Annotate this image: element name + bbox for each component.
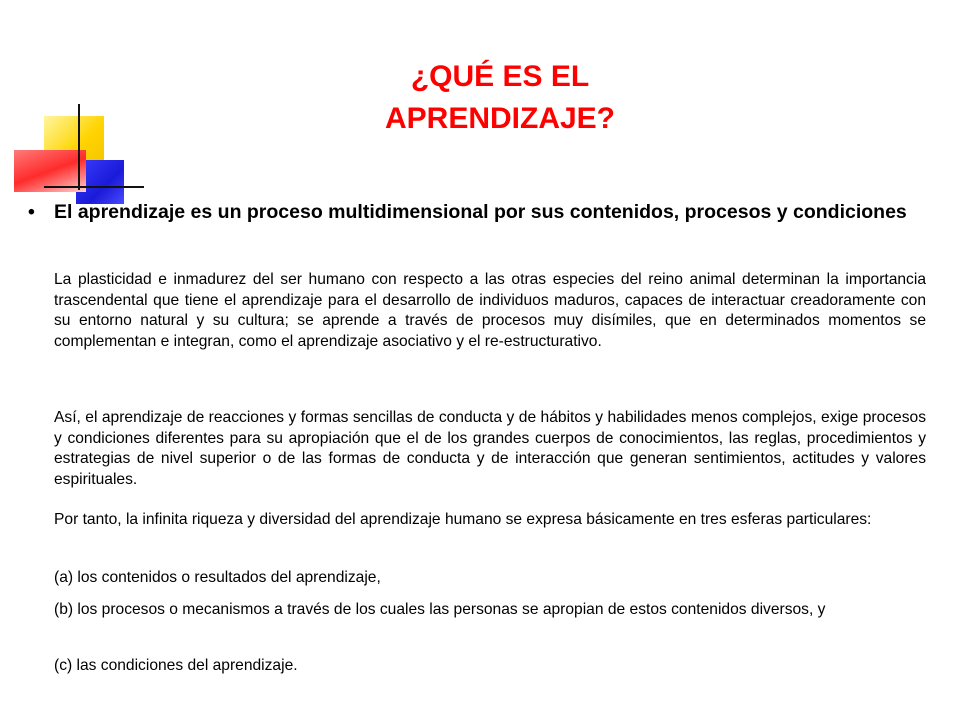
list-item-b: (b) los procesos o mecanismos a través de los cuales las personas se apropian de estos contenidos diversos, y [54, 601, 826, 618]
bullet-symbol: • [28, 201, 35, 223]
decorative-horizontal-line [44, 186, 144, 188]
paragraph-asi: Así, el aprendizaje de reacciones y formas sencillas de conducta y de hábitos y habilidades menos complejos, exige procesos y condiciones diferentes para su apropiación que el de los grandes cuerpos de conocimientos, las reglas, procedimientos y estrategias de nivel superior o de las formas de conducta y de interacción que generan sentimientos, actitudes y valores espirituales. [54, 409, 926, 488]
decorative-vertical-line [78, 104, 80, 190]
bullet-text: El aprendizaje es un proceso multidimensional por sus contenidos, procesos y condiciones [54, 201, 907, 223]
paragraph-por-tanto: Por tanto, la infinita riqueza y diversidad del aprendizaje humano se expresa básicamente en tres esferas particulares: [54, 511, 872, 528]
list-item-c: (c) las condiciones del aprendizaje. [54, 657, 298, 674]
list-item-a: (a) los contenidos o resultados del aprendizaje, [54, 569, 381, 586]
title-line-2: APRENDIZAJE? [384, 102, 616, 135]
title-line-1: ¿QUÉ ES EL [410, 60, 590, 93]
main-bullet [28, 198, 928, 226]
slide-title [280, 56, 720, 140]
paragraph-plasticidad: La plasticidad e inmadurez del ser humano con respecto a las otras especies del reino animal determinan la importancia trascendental que tiene el aprendizaje para el desarrollo de individuos maduros, capaces de interactuar creadoramente con su entorno natural y su cultura; se aprende a través de procesos muy disímiles, que en determinados momentos se complementan e integran, como el aprendizaje asociativo y el re-estructurativo. [54, 271, 926, 350]
